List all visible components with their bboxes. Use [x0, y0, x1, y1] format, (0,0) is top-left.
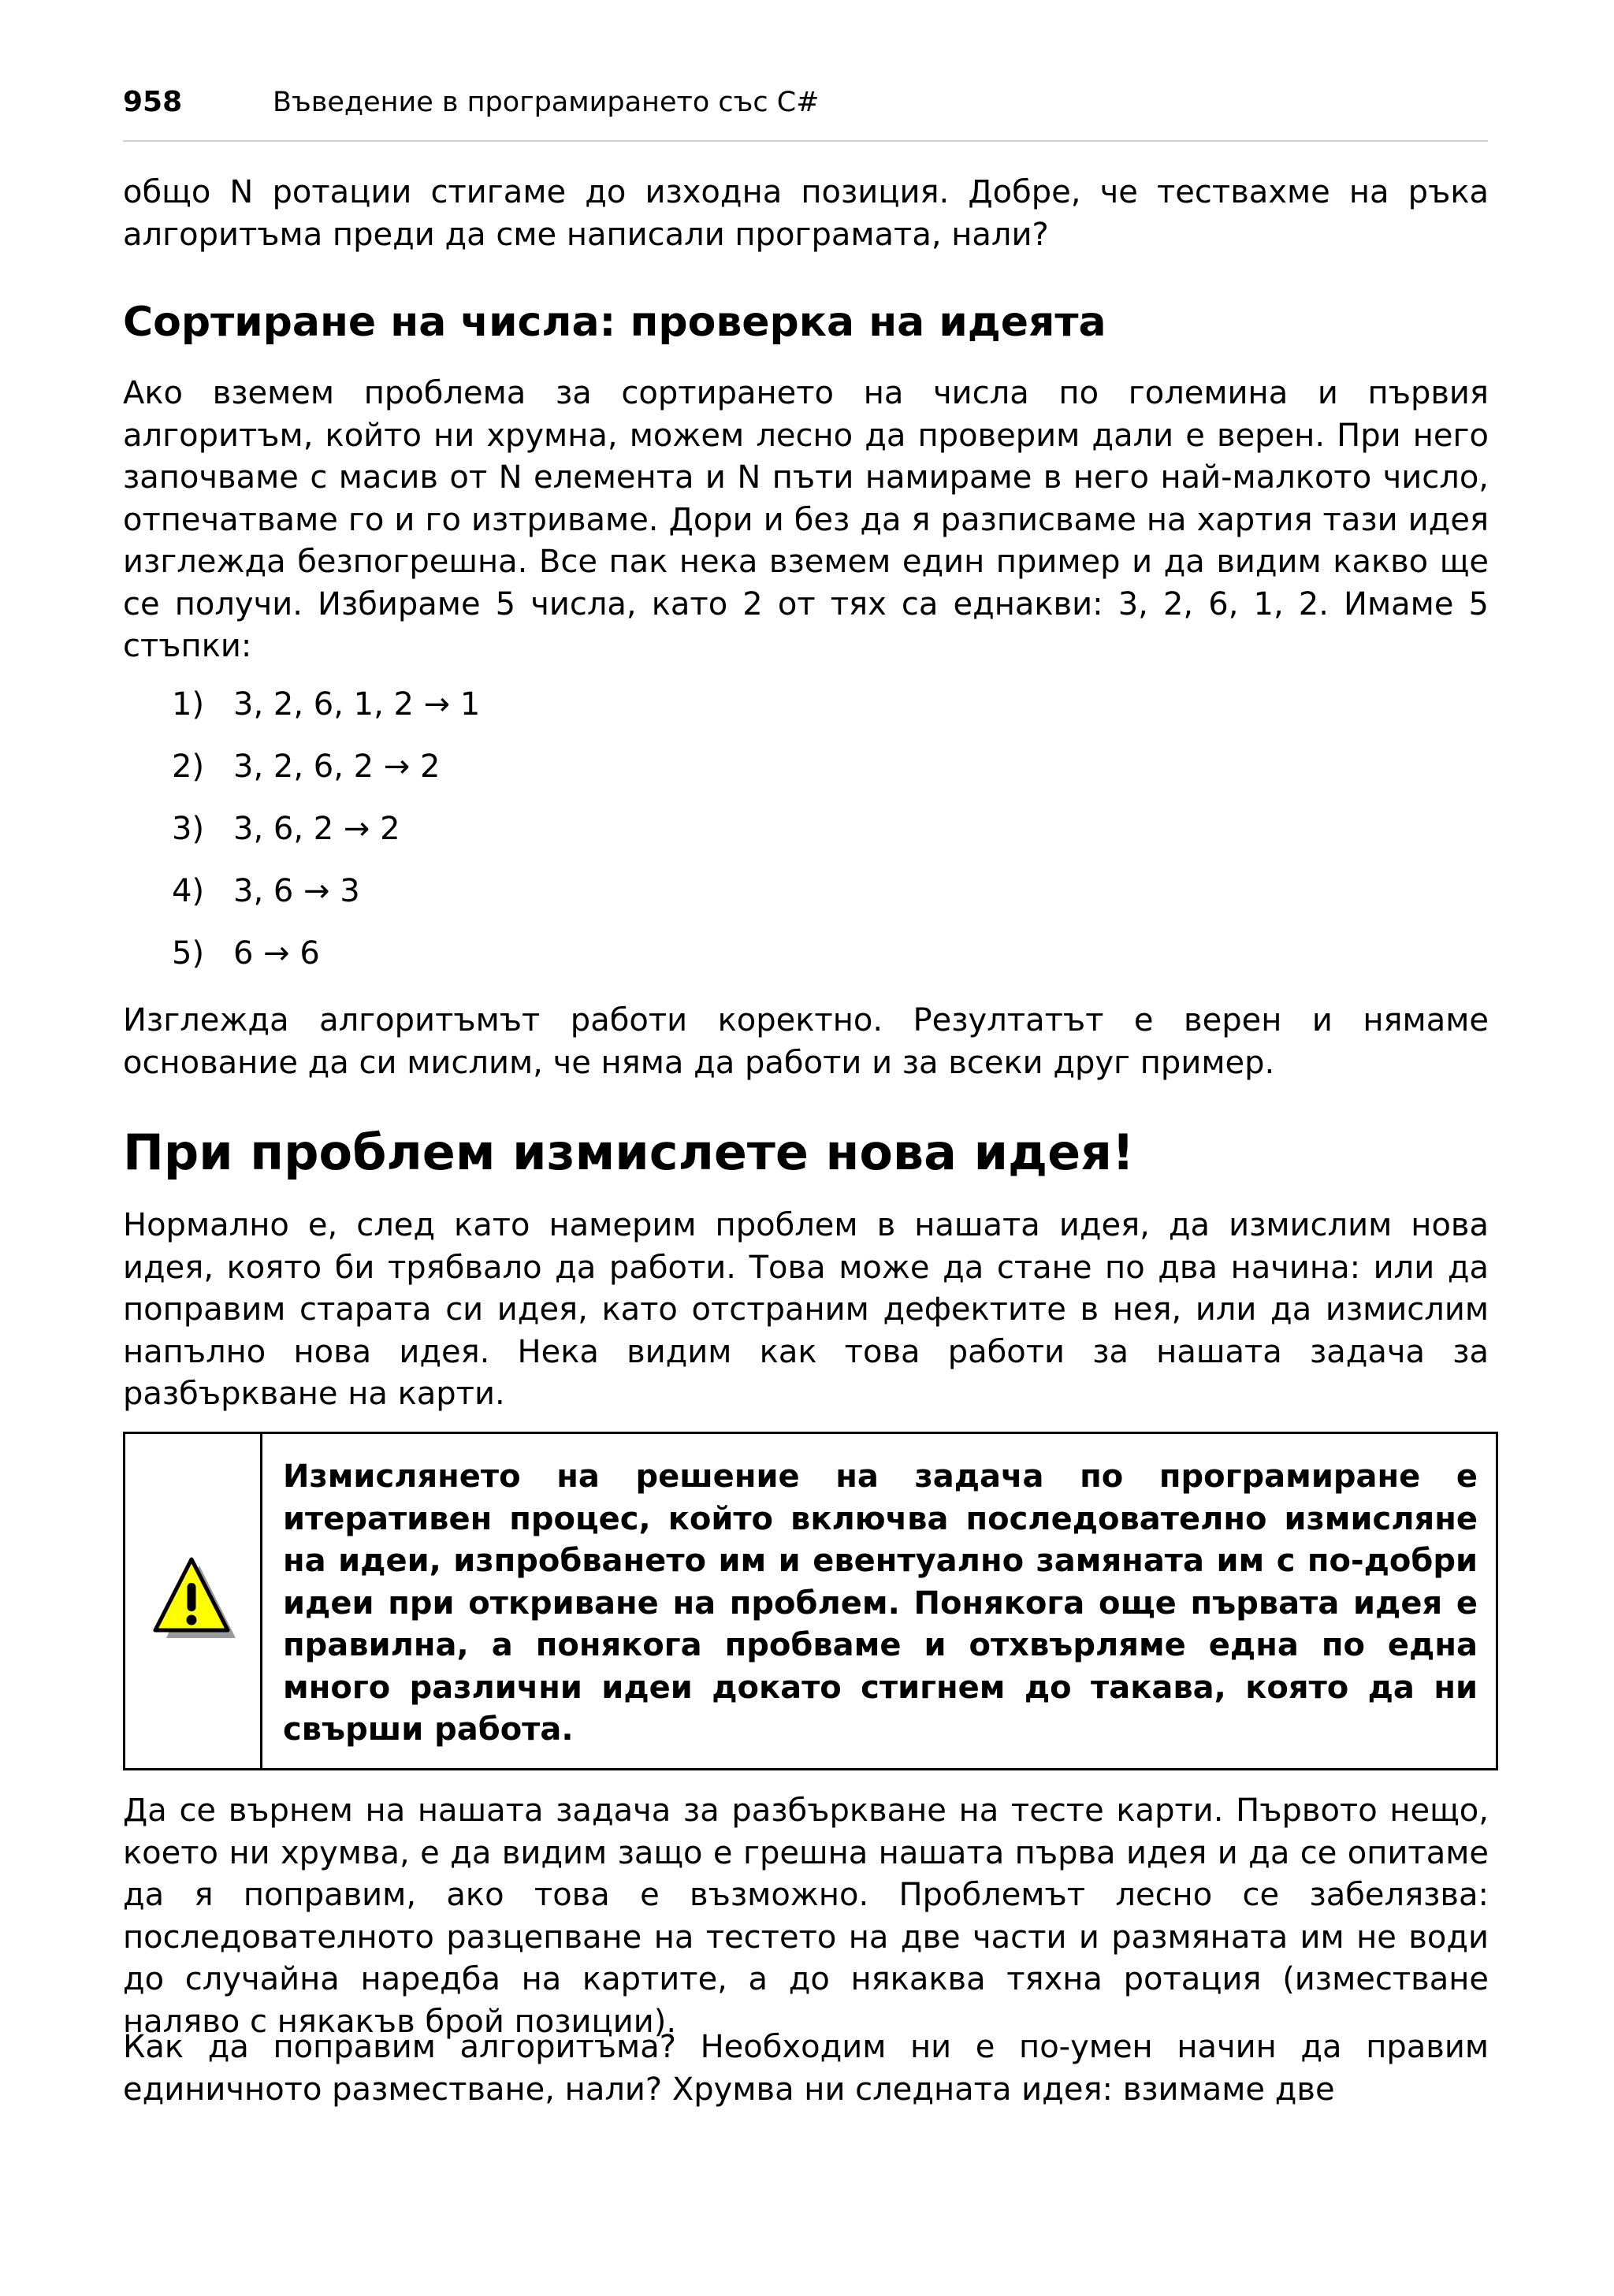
section-heading-new-idea: При проблем измислете нова идея! [123, 1124, 1135, 1181]
step-number: 3) [172, 811, 205, 847]
new-idea-paragraph: Нормално е, след като намерим проблем в нашата идея, да измислим нова идея, която би трябвало да работи. Това може да стане по два начина: или да поправим старата си идея, като отстраним дефектите в нея, или да измислим напълно нова идея. Нека видим как това работи за нашата задача за разбъркване на карти. [123, 1207, 1489, 1412]
warning-icon [151, 1556, 237, 1644]
list-item [172, 933, 480, 995]
step-number: 5) [172, 935, 205, 972]
page-number: 958 [123, 86, 183, 118]
sort-conclusion: Изглежда алгоритъмът работи коректно. Резултатът е верен и нямаме основание да си мислим, че няма да работи и за всеки друг пример. [123, 1002, 1489, 1081]
step-text: 3, 6 → 3 [233, 873, 360, 909]
note-icon-cell [125, 1434, 262, 1768]
continuation-paragraph: Да се върнем на нашата задача за разбъркване на тесте карти. Първото нещо, което ни хрумва, е да видим защо е грешна нашата първа идея и да се опитаме да я поправим, ако това е възможно. Проблемът лесно се забелязва: последователното разцепване на тестето на две части и размяната им не води до случайна наредба на картите, а до някаква тяхна ротация (изместване наляво с някакъв брой позиции). [123, 1793, 1489, 2040]
running-header [123, 82, 1488, 142]
step-number: 4) [172, 873, 205, 909]
step-number: 1) [172, 686, 205, 723]
list-item [172, 808, 480, 871]
step-text: 6 → 6 [233, 935, 320, 972]
list-item [172, 871, 480, 933]
book-title: Въведение в програмирането със C# [273, 87, 820, 118]
intro-paragraph: общо N ротации стигаме до изходна позиция. Добре, че тествахме на ръка алгоритъма преди да сме написали програмата, нали? [123, 174, 1489, 253]
step-text: 3, 6, 2 → 2 [233, 811, 400, 847]
list-item [172, 684, 480, 746]
step-text: 3, 2, 6, 1, 2 → 1 [233, 686, 481, 723]
step-number: 2) [172, 749, 205, 785]
note-text: Измислянето на решение на задача по програмиране е итеративен процес, който включва последователно измисляне на идеи, изпробването им и евентуално замяната им с по-добри идеи при откриване на проблем. Понякога още първата идея е правилна, а понякога пробваме и отхвърляме една по една много различни идеи докато стигнем до такава, която да ни свърши работа. [283, 1458, 1478, 1748]
warning-note-box [123, 1432, 1498, 1770]
step-text: 3, 2, 6, 2 → 2 [233, 749, 441, 785]
section-heading-sort: Сортиране на числа: проверка на идеята [123, 299, 1106, 346]
sort-paragraph: Ако вземем проблема за сортирането на числа по големина и първия алгоритъм, който ни хрумна, можем лесно да проверим дали е верен. При него започваме с масив от N елемента и N пъти намираме в него най-малкото число, отпечатваме го и го изтриваме. Дори и без да я разписваме на хартия тази идея изглежда безпогрешна. Все пак нека вземем един пример и да видим какво ще се получи. Избираме 5 числа, като 2 от тях са еднакви: 3, 2, 6, 1, 2. Имаме 5 стъпки: [123, 375, 1489, 664]
list-item [172, 746, 480, 808]
final-paragraph: Как да поправим алгоритъма? Необходим ни е по-умен начин да правим единичното разместване, нали? Хрумва ни следната идея: взимаме две [123, 2029, 1489, 2108]
steps-list [172, 684, 480, 995]
